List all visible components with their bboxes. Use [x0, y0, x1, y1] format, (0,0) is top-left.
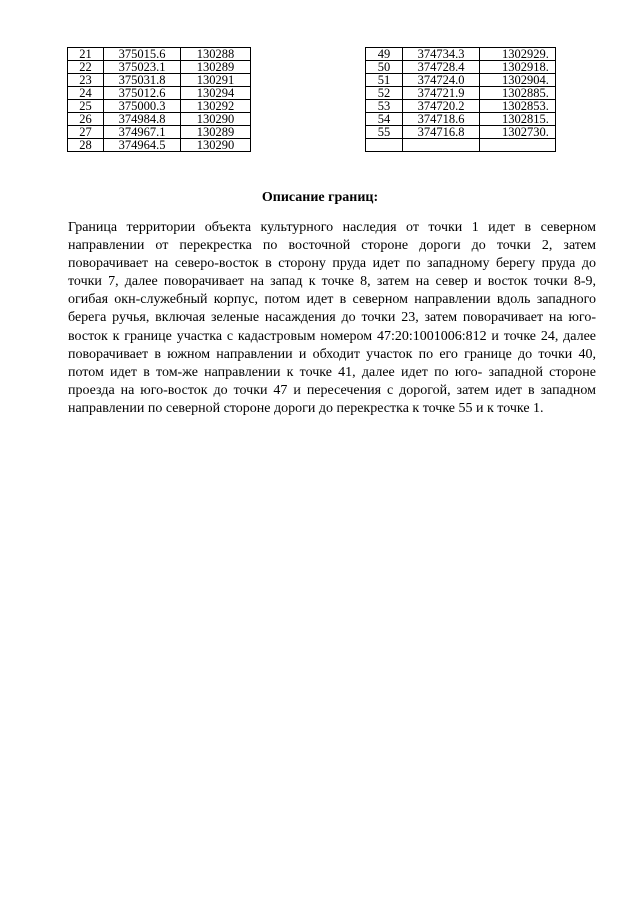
- table-row: [366, 100, 556, 113]
- coord-x: 375031.8: [104, 74, 181, 87]
- point-number: 22: [68, 61, 104, 74]
- coord-x: 374718.6: [403, 113, 480, 126]
- coordinates-table-right-body: [366, 48, 556, 152]
- point-number: 24: [68, 87, 104, 100]
- coord-y: 1302904.: [480, 74, 556, 87]
- coord-y: 130290: [181, 113, 251, 126]
- table-row: [68, 139, 251, 152]
- table-row: [68, 87, 251, 100]
- coord-x: 375012.6: [104, 87, 181, 100]
- point-number: 50: [366, 61, 403, 74]
- table-row-empty: [366, 139, 556, 152]
- table-row: [366, 113, 556, 126]
- coord-y: 1302853.: [480, 100, 556, 113]
- point-number: 28: [68, 139, 104, 152]
- point-number: [366, 139, 403, 152]
- coord-y: 130294: [181, 87, 251, 100]
- point-number: 55: [366, 126, 403, 139]
- table-row: [68, 74, 251, 87]
- point-number: 51: [366, 74, 403, 87]
- coordinates-table-right: [365, 47, 556, 152]
- coordinates-table-left-body: [68, 48, 251, 152]
- coord-y: 130289: [181, 61, 251, 74]
- coord-x: 375015.6: [104, 48, 181, 61]
- table-row: [68, 48, 251, 61]
- point-number: 26: [68, 113, 104, 126]
- table-row: [366, 61, 556, 74]
- coord-x: 374728.4: [403, 61, 480, 74]
- coord-y: 1302929.: [480, 48, 556, 61]
- coord-x: 374716.8: [403, 126, 480, 139]
- coord-y: 130291: [181, 74, 251, 87]
- coord-x: 374724.0: [403, 74, 480, 87]
- point-number: 54: [366, 113, 403, 126]
- coord-y: 1302730.: [480, 126, 556, 139]
- coord-x: 374984.8: [104, 113, 181, 126]
- boundary-description: Граница территории объекта культурного наследия от точки 1 идет в северном направлении от перекрестка по восточной стороне дороги до точки 2, затем поворачивает на северо-восток в сторону пруда идет по западному берегу пруда до точки 7, далее поворачивает на запад к точке 8, затем на север и восток точки 8-9, огибая окн-служебный корпус, потом идет в северном направлении вдоль западного берега ручья, включая зеленые насаждения до точки 23, затем поворачивает на юго-восток к границе участка с кадастровым номером 47:20:1001006:812 и точке 24, далее поворачивает в южном направлении и обходит участок по его границе до точки 40, потом идет в том-же направлении к точке 41, далее идет по юго- западной стороне проезда на юго-восток до точки 47 и пересечения с дорогой, затем идет в западном направлении по северной стороне дороги до перекрестка к точке 55 и к точке 1.: [68, 220, 596, 416]
- coord-y: 130292: [181, 100, 251, 113]
- coord-y: 1302885.: [480, 87, 556, 100]
- table-row: [68, 113, 251, 126]
- coordinates-table-left: [67, 47, 251, 152]
- table-row: [68, 100, 251, 113]
- point-number: 21: [68, 48, 104, 61]
- coord-x: 374967.1: [104, 126, 181, 139]
- coord-y: 1302918.: [480, 61, 556, 74]
- table-row: [68, 126, 251, 139]
- coord-y: [480, 139, 556, 152]
- coord-x: 375023.1: [104, 61, 181, 74]
- coord-x: 374720.2: [403, 100, 480, 113]
- point-number: 23: [68, 74, 104, 87]
- coord-y: 1302815.: [480, 113, 556, 126]
- coord-x: 374721.9: [403, 87, 480, 100]
- table-row: [366, 87, 556, 100]
- coord-y: 130290: [181, 139, 251, 152]
- section-title: Описание границ:: [261, 190, 379, 205]
- point-number: 49: [366, 48, 403, 61]
- coord-y: 130288: [181, 48, 251, 61]
- coord-x: 374964.5: [104, 139, 181, 152]
- table-row: [366, 48, 556, 61]
- coord-x: 375000.3: [104, 100, 181, 113]
- point-number: 25: [68, 100, 104, 113]
- table-row: [366, 126, 556, 139]
- point-number: 53: [366, 100, 403, 113]
- point-number: 52: [366, 87, 403, 100]
- coord-x: 374734.3: [403, 48, 480, 61]
- coord-x: [403, 139, 480, 152]
- coord-y: 130289: [181, 126, 251, 139]
- table-row: [68, 61, 251, 74]
- table-row: [366, 74, 556, 87]
- point-number: 27: [68, 126, 104, 139]
